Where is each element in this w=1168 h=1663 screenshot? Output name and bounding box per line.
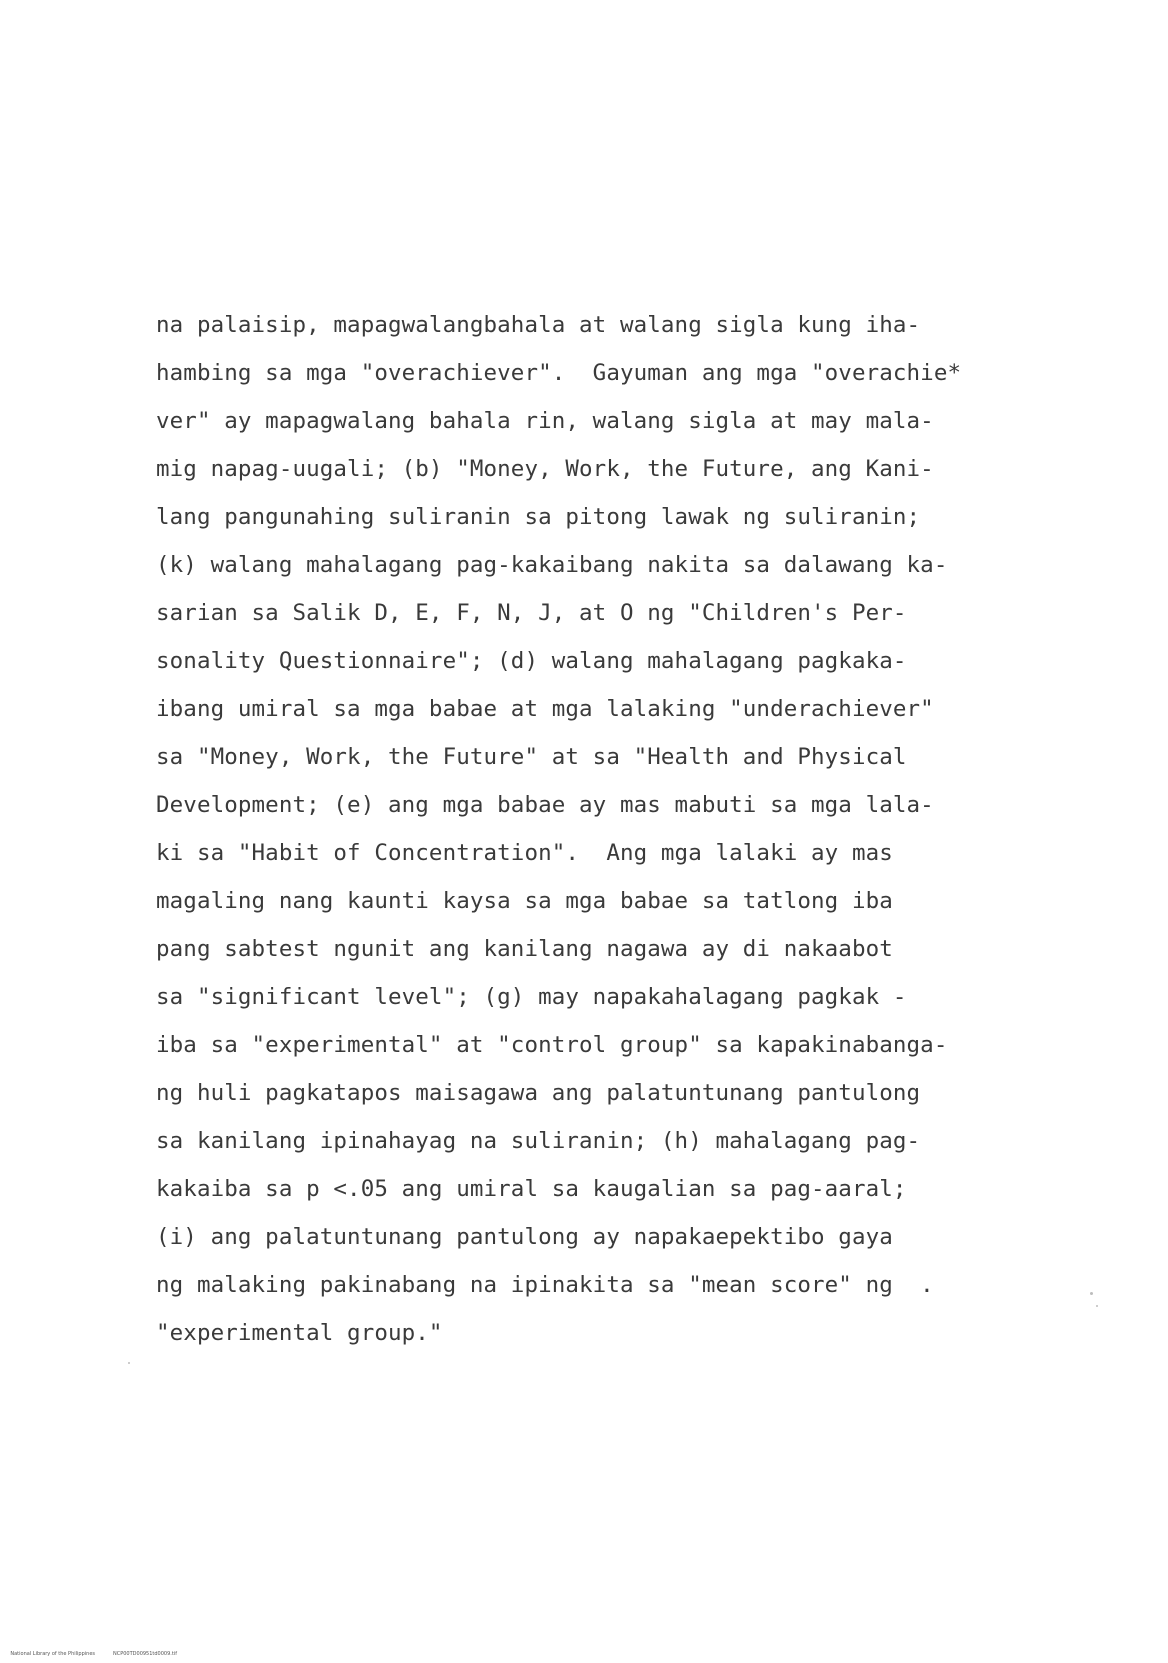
text-line: magaling nang kaunti kaysa sa mga babae sa tatlong iba — [156, 888, 893, 914]
scan-speck — [1096, 1305, 1098, 1307]
text-line: mig napag-uugali; (b) "Money, Work, the Future, ang Kani- — [156, 456, 934, 482]
text-line: hambing sa mga "overachiever". Gayuman ang mga "overachie* — [156, 360, 962, 386]
text-line: sarian sa Salik D, E, F, N, J, at O ng "Children's Per- — [156, 600, 907, 626]
text-line: ki sa "Habit of Concentration". Ang mga lalaki ay mas — [156, 840, 893, 866]
text-line: lang pangunahing suliranin sa pitong lawak ng suliranin; — [156, 504, 921, 530]
footer-library: National Library of the Philippines — [10, 1651, 95, 1657]
text-line: sa "significant level"; (g) may napakahalagang pagkak - — [156, 984, 907, 1010]
text-line: kakaiba sa p <.05 ang umiral sa kaugalian sa pag-aaral; — [156, 1176, 907, 1202]
text-line: na palaisip, mapagwalangbahala at walang sigla kung iha- — [156, 312, 921, 338]
scan-footer — [4, 1645, 195, 1663]
body-paragraph — [156, 312, 961, 1368]
text-line: Development; (e) ang mga babae ay mas mabuti sa mga lala- — [156, 792, 934, 818]
text-line: "experimental group." — [156, 1320, 443, 1346]
text-line: ng malaking pakinabang na ipinakita sa "mean score" ng . — [156, 1272, 934, 1298]
text-line: sa "Money, Work, the Future" at sa "Health and Physical — [156, 744, 907, 770]
text-line: (i) ang palatuntunang pantulong ay napakaepektibo gaya — [156, 1224, 893, 1250]
text-line: ng huli pagkatapos maisagawa ang palatuntunang pantulong — [156, 1080, 921, 1106]
scan-speck — [128, 1362, 130, 1364]
text-line: sa kanilang ipinahayag na suliranin; (h) mahalagang pag- — [156, 1128, 921, 1154]
text-line: pang sabtest ngunit ang kanilang nagawa ay di nakaabot — [156, 936, 893, 962]
text-line: (k) walang mahalagang pag-kakaibang nakita sa dalawang ka- — [156, 552, 948, 578]
text-line: sonality Questionnaire"; (d) walang mahalagang pagkaka- — [156, 648, 907, 674]
text-line: ibang umiral sa mga babae at mga lalaking "underachiever" — [156, 696, 934, 722]
text-line: iba sa "experimental" at "control group" sa kapakinabanga- — [156, 1032, 948, 1058]
scan-speck — [1090, 1292, 1093, 1295]
text-line: ver" ay mapagwalang bahala rin, walang sigla at may mala- — [156, 408, 934, 434]
footer-file: NCP00TD00951td0009.tif — [113, 1651, 177, 1657]
